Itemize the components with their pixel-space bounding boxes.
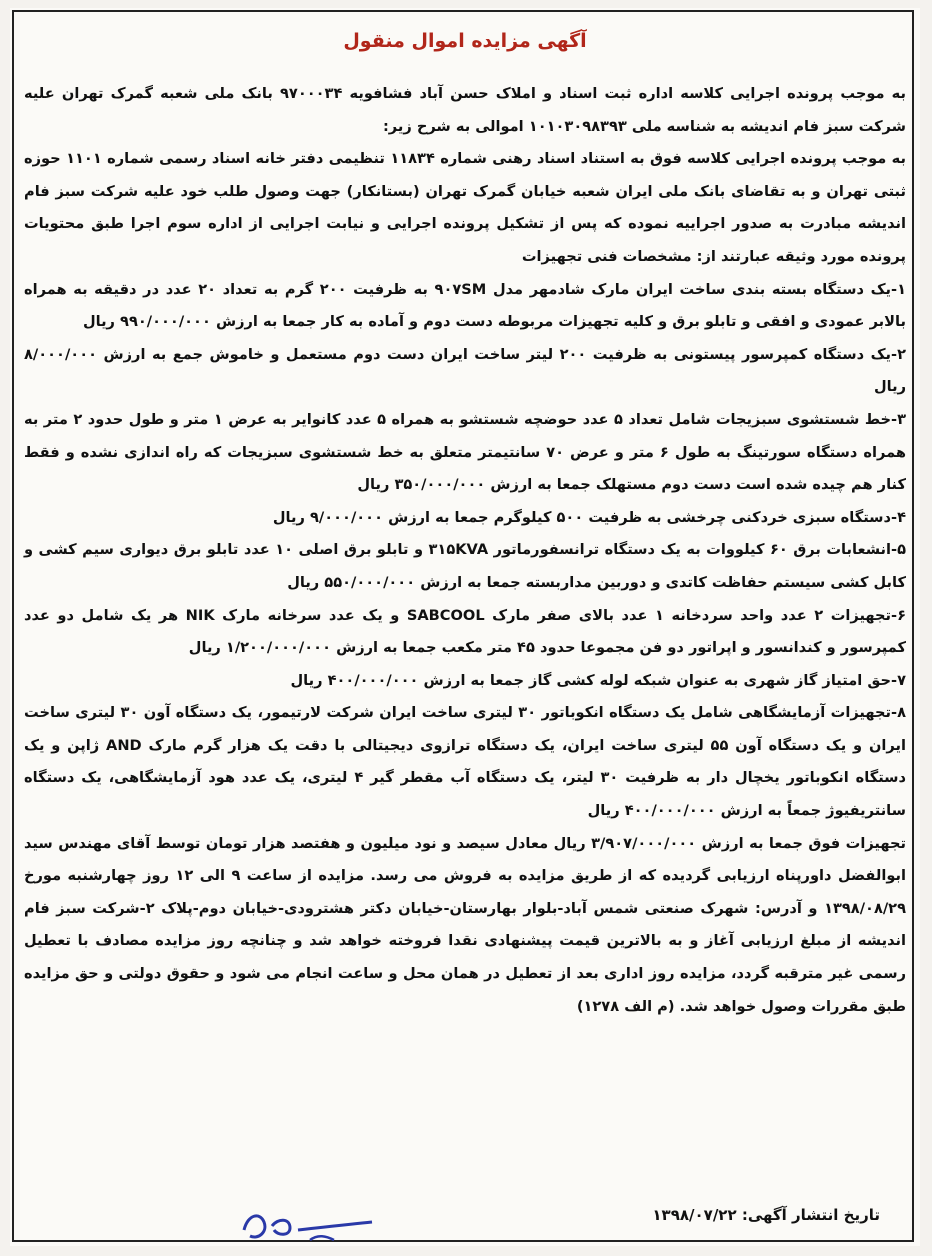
item-6: ۶-تجهیزات ۲ عدد واحد سردخانه ۱ عدد بالای صفر مارک SABCOOL و یک عدد سرخانه مارک NIK هر یک شامل دو عدد کمپرسور و کندانسور و اپراتور دو فن مجموعا حدود ۴۵ متر مکعب جمعا به ارزش ۱/۲۰۰/۰۰۰/۰۰۰ ریال xyxy=(24,606,907,657)
item-2: ۲-یک دستگاه کمپرسور پیستونی به ظرفیت ۲۰۰ لیتر ساخت ایران دست دوم مستعمل و خاموش جمع به ارزش ۸/۰۰۰/۰۰۰ ریال xyxy=(24,345,906,396)
intro-paragraph: به موجب پرونده اجرایی کلاسه اداره ثبت اسناد و املاک حسن آباد فشافویه ۹۷۰۰۰۳۴ بانک ملی شعبه گمرک تهران علیه شرکت سبز فام اندیشه به شناسه ملی ۱۰۱۰۳۰۹۸۳۹۳ اموالی به شرح زیر: xyxy=(24,85,906,135)
notice-body xyxy=(24,78,906,1023)
closing-paragraph: تجهیزات فوق جمعا به ارزش ۳/۹۰۷/۰۰۰/۰۰۰ ریال معادل سیصد و نود میلیون و هفتصد هزار تومان توسط آقای مهندس سید ابوالفضل داورپناه ارزیابی گردیده که از طریق مزایده به فروش می رسد. مزایده از ساعت ۹ الی ۱۲ روز چهارشنبه مورخ ۱۳۹۸/۰۸/۲۹ و آدرس: شهرک صنعتی شمس آباد-بلوار بهارستان-خیابان دکتر هشترودی-خیابان دوم-پلاک ۲-شرکت سبز فام اندیشه از مبلغ ارزیابی آغاز و به بالاترین قیمت پیشنهادی نقدا فروخته خواهد شد و چنانچه روز مزایده مصادف با تعطیل رسمی غیر مترقبه گردد، مزایده روز اداری بعد از تعطیل در همان محل و ساعت انجام می شود و حقوق دولتی و حق مزایده طبق مقررات وصول خواهد شد. (م الف ۱۲۷۸) xyxy=(24,834,906,1015)
item-8: ۸-تجهیزات آزمایشگاهی شامل یک دستگاه انکوباتور ۳۰ لیتری ساخت ایران شرکت لارتیمور، یک دستگاه آون ۳۰ لیتری ساخت ایران و یک دستگاه آون ۵۵ لیتری ساخت ایران، یک دستگاه ترازوی دیجیتالی با دقت یک هزار گرم مارک AND ژاپن و یک دستگاه انکوباتور یخچال دار به ظرفیت ۳۰ لیتر، یک دستگاه آب مقطر گیر ۴ لیتری، یک عدد هود آزمایشگاهی، یک دستگاه سانتریفیوژ جمعاً به ارزش ۴۰۰/۰۰۰/۰۰۰ ریال xyxy=(24,704,906,820)
item-1: ۱-یک دستگاه بسته بندی ساخت ایران مارک شادمهر مدل ۹۰۷SM به ظرفیت ۲۰۰ گرم به تعداد ۲۰ عدد در دقیقه به همراه بالابر عمودی و افقی و تابلو برق و کلیه تجهیزات مربوطه دست دوم و آماده به کار جمعا به ارزش ۹۹۰/۰۰۰/۰۰۰ ریال xyxy=(24,280,907,331)
item-4: ۴-دستگاه سبزی خردکنی چرخشی به ظرفیت ۵۰۰ کیلوگرم جمعا به ارزش ۹/۰۰۰/۰۰۰ ریال xyxy=(272,508,906,526)
item-7: ۷-حق امتیاز گاز شهری به عنوان شبکه لوله کشی گاز جمعا به ارزش ۴۰۰/۰۰۰/۰۰۰ ریال xyxy=(290,671,906,689)
item-3: ۳-خط شستشوی سبزیجات شامل تعداد ۵ عدد حوضچه شستشو به همراه ۵ عدد کانوایر به عرض ۱ متر و طول حدود ۲ متر به همراه دستگاه سورتینگ به طول ۶ متر و عرض ۷۰ سانتیمتر متعلق به خط شستشوی سبزیجات که راه اندازی نشده و فقط کنار هم چیده شده است دست دوم مستهلک جمعا به ارزش ۳۵۰/۰۰۰/۰۰۰ ریال xyxy=(24,410,906,494)
handwritten-signature xyxy=(238,1200,376,1248)
publication-date: تاریخ انتشار آگهی: ۱۳۹۸/۰۷/۲۲ xyxy=(652,1206,880,1224)
item-5: ۵-انشعابات برق ۶۰ کیلووات به یک دستگاه ترانسفورماتور ۳۱۵KVA و تابلو برق اصلی ۱۰ عدد تابلو برق دیواری سیم کشی و کابل کشی سیستم حفاظت کاتدی و دوربین مداربسته جمعا به ارزش ۵۵۰/۰۰۰/۰۰۰ ریال xyxy=(24,541,906,591)
notice-page xyxy=(10,8,920,1246)
notice-title: آگهی مزایده اموال منقول xyxy=(343,30,587,52)
case-paragraph: به موجب پرونده اجرایی کلاسه فوق به استناد اسناد رهنی شماره ۱۱۸۳۴ تنظیمی دفتر خانه اسناد رسمی شماره ۱۱۰۱ حوزه ثبتی تهران و به تقاضای بانک ملی ایران شعبه خیابان گمرک تهران (بستانکار) جهت وصول طلب خود علیه شرکت سبز فام اندیشه مبادرت به صدور اجراییه نموده که پس از تشکیل پرونده اجرایی و نیابت اجرایی از اداره سوم اجرا طبق محتویات پرونده مورد وثیقه عبارتند از: مشخصات فنی تجهیزات xyxy=(24,150,906,265)
